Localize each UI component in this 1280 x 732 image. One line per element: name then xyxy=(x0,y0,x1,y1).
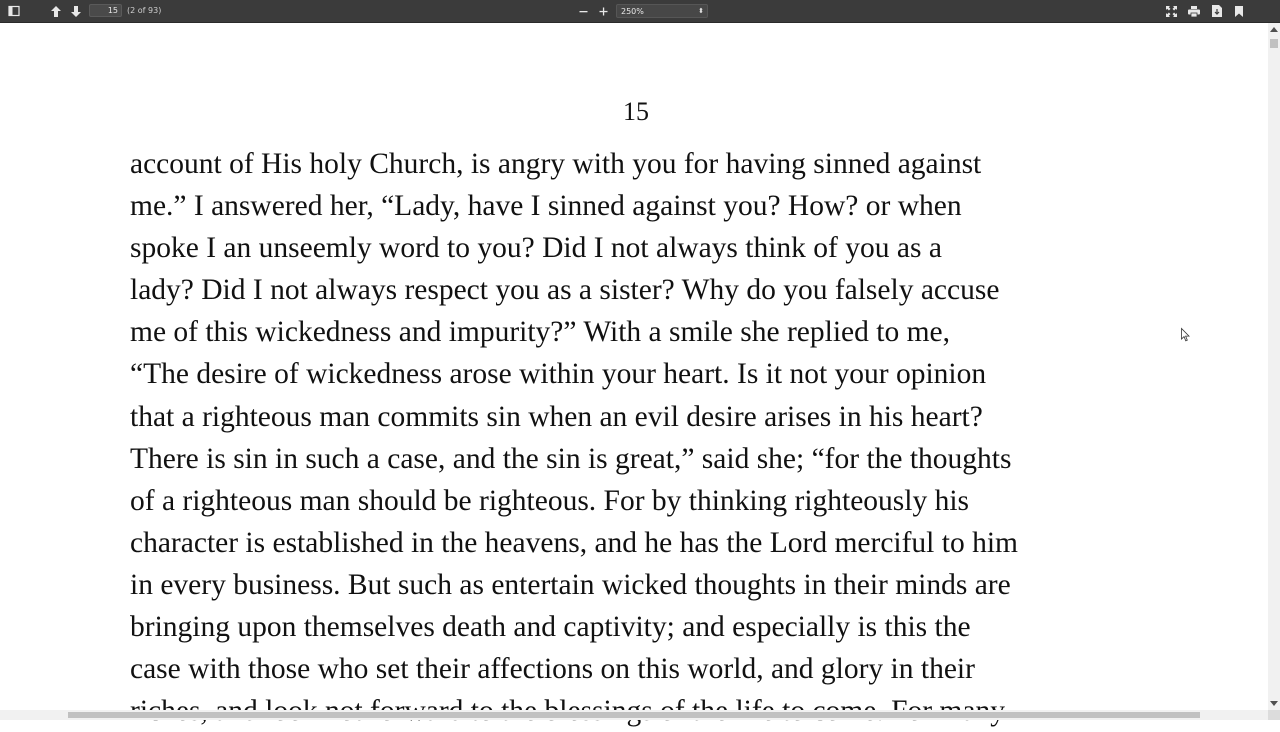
text-line: me.” I answered her, “Lady, have I sinned against you? How? or when xyxy=(130,190,962,223)
horizontal-scrollbar[interactable] xyxy=(0,710,1268,720)
zoom-value: 250% xyxy=(621,7,644,16)
page-body-text xyxy=(130,143,1150,732)
zoom-select[interactable] xyxy=(616,4,708,18)
bookmark-icon[interactable] xyxy=(1231,3,1247,19)
vertical-scrollbar[interactable] xyxy=(1268,23,1280,710)
text-line: that a righteous man commits sin when an evil desire arises in his heart? xyxy=(130,400,983,433)
pdf-toolbar xyxy=(0,0,1280,23)
text-line: account of His holy Church, is angry with you for having sinned against xyxy=(130,148,982,180)
minus-icon[interactable] xyxy=(575,3,591,19)
text-line: of a righteous man should be righteous. For by thinking righteously his xyxy=(130,484,970,517)
chevron-updown-icon: ⬍ xyxy=(698,7,704,15)
fullscreen-icon[interactable] xyxy=(1163,3,1179,19)
page-count-label: (2 of 93) xyxy=(127,6,162,15)
scroll-up-arrow-icon[interactable] xyxy=(1270,27,1278,32)
scroll-down-arrow-icon[interactable] xyxy=(1270,701,1278,706)
print-icon[interactable] xyxy=(1186,3,1202,19)
sidebar-toggle-icon[interactable] xyxy=(6,3,22,19)
text-line: lady? Did I not always respect you as a sister? Why do you falsely accuse xyxy=(130,274,1000,307)
text-line: character is established in the heavens, and he has the Lord merciful to him xyxy=(130,526,1018,559)
page-number: 15 xyxy=(623,97,649,126)
scrollbar-corner xyxy=(1268,710,1280,720)
text-line: “The desire of wickedness arose within your heart. Is it not your opinion xyxy=(130,358,987,391)
mouse-cursor-icon xyxy=(1181,328,1190,347)
page-number-input[interactable]: 15 xyxy=(89,4,122,17)
horizontal-scroll-thumb[interactable] xyxy=(68,712,1200,718)
document-viewer[interactable] xyxy=(0,23,1268,710)
text-line: case with those who set their affections on this world, and glory in their xyxy=(130,653,975,686)
text-line: There is sin in such a case, and the sin is great,” said she; “for the thoughts xyxy=(130,442,1012,475)
text-line: spoke I an unseemly word to you? Did I not always think of you as a xyxy=(130,232,942,265)
text-line: in every business. But such as entertain wicked thoughts in their minds are xyxy=(130,568,1011,601)
download-icon[interactable] xyxy=(1209,3,1225,19)
arrow-up-icon[interactable] xyxy=(48,3,64,19)
vertical-scroll-thumb[interactable] xyxy=(1270,39,1278,48)
plus-icon[interactable] xyxy=(595,3,611,19)
text-line: bringing upon themselves death and captivity; and especially is this the xyxy=(130,611,971,644)
text-line: me of this wickedness and impurity?” With a smile she replied to me, xyxy=(130,316,950,349)
arrow-down-icon[interactable] xyxy=(68,3,84,19)
